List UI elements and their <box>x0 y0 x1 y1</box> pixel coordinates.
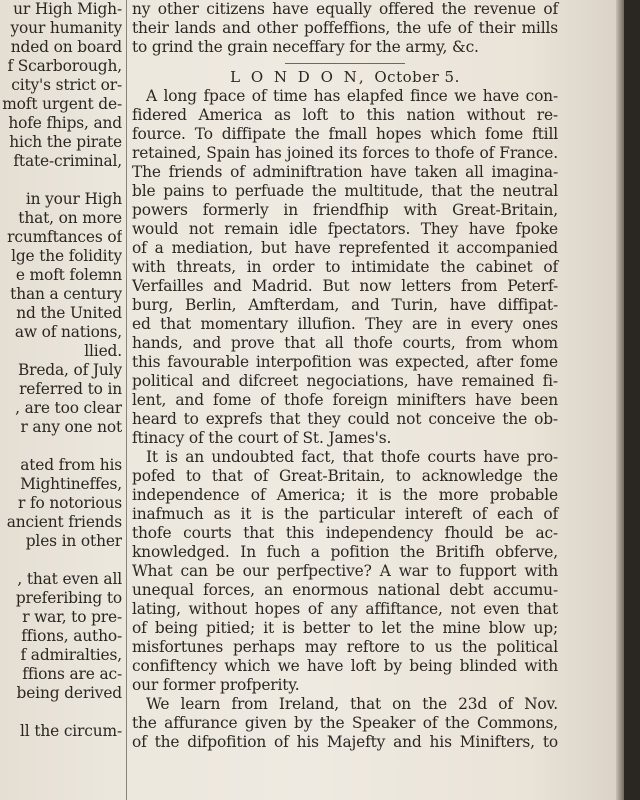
left-column-line: aw of nations, <box>14 323 122 341</box>
left-column-line: ffions are ac- <box>22 665 122 683</box>
left-column-line: hich the pirate <box>9 133 122 151</box>
text-line: would not remain idle fpectators. They have fpoke <box>132 220 558 238</box>
text-line: the affurance given by the Speaker of the Commons, <box>132 714 558 732</box>
left-column-line: referred to in <box>19 380 122 398</box>
left-column-line: ur High Migh- <box>13 0 122 18</box>
text-line: A long fpace of time has elapfed fince we have con- <box>146 87 558 105</box>
text-line: knowledged. In fuch a pofition the Britifh obferve, <box>132 543 558 561</box>
left-column-line: ples in other <box>25 532 122 550</box>
left-column-line: , that even all <box>17 570 122 588</box>
text-line: pofed to that of Great-Britain, to acknowledge the <box>132 467 558 485</box>
left-column-line: ftate-criminal, <box>13 152 122 170</box>
text-line: their lands and other poffeffions, the ufe of their mills <box>132 19 558 37</box>
text-line: heard to exprefs that they could not conceive the ob- <box>132 410 558 428</box>
left-column-line: Breda, of July <box>17 361 122 379</box>
left-column-line: moft urgent de- <box>2 95 122 113</box>
text-line: independence of America; it is the more probable <box>132 486 558 504</box>
left-column-line: Mightineffes, <box>20 475 122 493</box>
left-column-line: that, on more <box>18 209 122 227</box>
text-line: hands, and prove that all thofe courts, from whom <box>132 334 558 352</box>
text-line: misfortunes perhaps may reftore to us the political <box>132 638 558 656</box>
left-column-line: ancient friends <box>6 513 122 531</box>
left-column-line: rcumftances of <box>7 228 122 246</box>
left-column-line <box>0 703 122 722</box>
text-line: ble pains to perfuade the multitude, that the neutral <box>132 182 558 200</box>
text-line: We learn from Ireland, that on the 23d of Nov. <box>146 695 558 713</box>
main-column <box>132 0 558 752</box>
dateline <box>132 68 558 87</box>
left-column-line: city's strict or- <box>11 76 122 94</box>
text-line: retained, Spain has joined its forces to thofe of France. <box>132 144 558 162</box>
left-column-line: your humanity <box>10 19 122 37</box>
article-paragraph-1 <box>132 87 558 448</box>
text-line: The friends of adminiftration have taken all imagina- <box>132 163 558 181</box>
article-paragraph-2 <box>132 448 558 695</box>
dateline-date: October 5. <box>374 68 460 86</box>
dateline-place: L O N D O N, <box>230 68 367 86</box>
left-column-line: than a century <box>10 285 122 303</box>
text-line: fource. To diffipate the fmall hopes which fome ftill <box>132 125 558 143</box>
text-line: fidered America as loft to this nation without re- <box>132 106 558 124</box>
text-line: this favourable interpofition was expected, after fome <box>132 353 558 371</box>
left-column-fragment <box>0 0 122 741</box>
text-line: of a mediation, but have reprefented it accompanied <box>132 239 558 257</box>
text-line: burg, Berlin, Amfterdam, and Turin, have diffipat- <box>132 296 558 314</box>
left-column-line <box>0 551 122 570</box>
text-line: ed that momentary illufion. They are in every ones <box>132 315 558 333</box>
left-column-line: llied. <box>84 342 122 360</box>
column-rule <box>126 0 127 800</box>
text-line: confiftency which we have loft by being blinded with <box>132 657 558 675</box>
text-line: What can be our perfpective? A war to fupport with <box>132 562 558 580</box>
text-line: ftinacy of the court of St. James's. <box>132 429 392 447</box>
left-column-line: nd the United <box>16 304 122 322</box>
left-column-line: ffions, autho- <box>21 627 122 645</box>
text-line: unequal forces, an enormous national debt accumu- <box>132 581 558 599</box>
left-column-line: r war, to pre- <box>22 608 122 626</box>
left-column-line: ll the circum- <box>20 722 122 740</box>
left-column-line <box>0 171 122 190</box>
left-column-line: being derived <box>16 684 122 702</box>
text-line: Verfailles and Madrid. But now letters from Peterf- <box>132 277 558 295</box>
text-line: ny other citizens have equally offered the revenue of <box>132 0 558 18</box>
left-column-line: preferibing to <box>15 589 122 607</box>
left-column-line: in your High <box>25 190 122 208</box>
left-column-line: f admiralties, <box>20 646 122 664</box>
page-edge-shadow <box>616 0 624 800</box>
text-line: our former profperity. <box>132 676 300 694</box>
left-column-line: , are too clear <box>15 399 122 417</box>
left-column-line <box>0 437 122 456</box>
top-lines <box>132 0 558 57</box>
article-paragraph-3 <box>132 695 558 752</box>
text-line: political and difcreet negociations, have remained fi- <box>132 372 558 390</box>
text-line: powers formerly in friendfhip with Great-Britain, <box>132 201 558 219</box>
text-line: lent, and fome of thofe foreign minifters have been <box>132 391 558 409</box>
text-line: inafmuch as it is the particular intereft of each of <box>132 505 558 523</box>
left-column-line: f Scarborough, <box>7 57 122 75</box>
text-line: lating, without hopes of any affiftance, not even that <box>132 600 558 618</box>
left-column-line: lge the folidity <box>11 247 122 265</box>
left-column-line: r fo notorious <box>18 494 122 512</box>
text-line: of being pitied; it is better to let the mine blow up; <box>132 619 558 637</box>
text-line: with threats, in order to intimidate the cabinet of <box>132 258 558 276</box>
left-column-line: nded on board <box>10 38 122 56</box>
left-column-line: e moft folemn <box>15 266 122 284</box>
left-column-line: ated from his <box>20 456 122 474</box>
text-line: of the difpofition of his Majefty and his Minifters, to <box>132 733 558 751</box>
text-line: to grind the grain neceffary for the army, &c. <box>132 38 479 56</box>
text-line: thofe courts that this independency fhould be ac- <box>132 524 558 542</box>
separator-rule <box>285 63 405 64</box>
text-line: It is an undoubted fact, that thofe courts have pro- <box>146 448 558 466</box>
left-column-line: hofe fhips, and <box>8 114 122 132</box>
left-column-line: r any one not <box>20 418 122 436</box>
